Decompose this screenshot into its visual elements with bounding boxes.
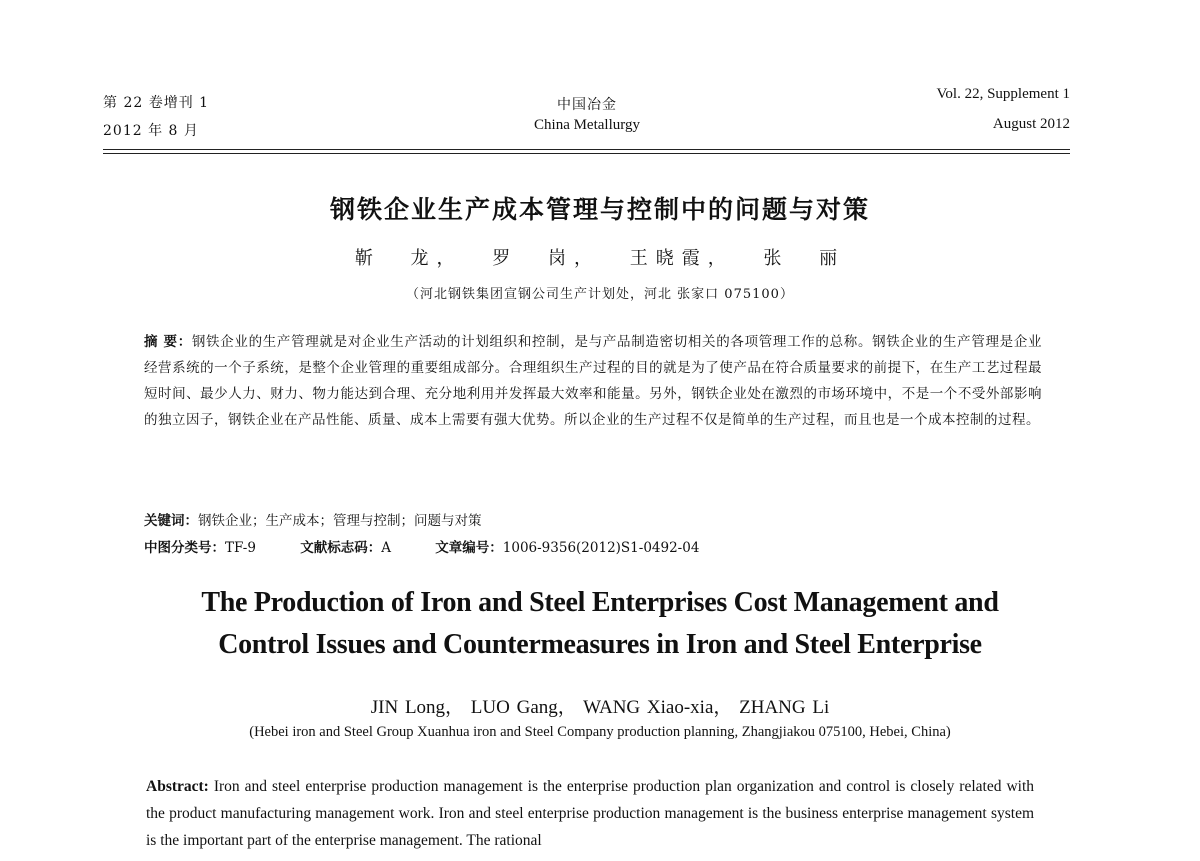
authors-en: JIN Long， LUO Gang， WANG Xiao-xia， ZHANG Li [370,697,830,718]
keywords-text-cn: 钢铁企业；生产成本；管理与控制；问题与对策 [198,513,482,529]
article-title-en-line1: The Production of Iron and Steel Enterprises Cost Management and [201,587,999,618]
classification-line [144,536,739,556]
publication-date-cn: 2012 年 8 月 [103,123,199,139]
volume-issue-cn: 第 22 卷增刊 1 [103,95,210,111]
abstract-label-cn: 摘 要： [144,334,192,350]
affiliation-cn: （河北钢铁集团宣钢公司生产计划处，河北 张家口 075100） [406,287,794,302]
doc-code-label: 文献标志码： [300,540,382,556]
article-no-value: 1006-9356(2012)S1-0492-04 [502,540,700,556]
volume-issue-en: Vol. 22, Supplement 1 [936,86,1070,102]
publication-date-en: August 2012 [992,116,1070,132]
affiliation-en: (Hebei iron and Steel Group Xuanhua iron and Steel Company production planning, Zhangjiakou 075100, Hebei, China) [249,724,951,740]
abstract-en [146,773,1034,854]
doc-code-value: A [381,540,391,556]
keywords-cn [144,509,482,529]
journal-name-en: China Metallurgy [534,117,640,133]
article-title-en [0,582,1200,666]
authors-cn: 靳 龙， 罗 岗， 王晓霞， 张 丽 [354,248,846,269]
abstract-cn [144,329,1042,433]
article-no-label: 文章编号： [435,540,503,556]
abstract-text-cn: 钢铁企业的生产管理就是对企业生产活动的计划组织和控制，是与产品制造密切相关的各项管理工作的总称。钢铁企业的生产管理是企业经营系统的一个子系统，是整个企业管理的重要组成部分。合理组织生产过程的目的就是为了使产品在符合质量要求的前提下，在生产工艺过程最短时间、最少人力、财力、物力能达到合理、充分地利用并发挥最大效率和能量。另外，钢铁企业处在激烈的市场环境中，不是一个不受外部影响的独立因子，钢铁企业在产品性能、质量、成本上需要有强大优势。所以企业的生产过程不仅是简单的生产过程，而且也是一个成本控制的过程。 [144,334,1043,428]
journal-name-cn: 中国冶金 [557,97,617,113]
clc-value: TF-9 [225,540,256,556]
clc-label: 中图分类号： [144,540,225,556]
abstract-label-en: Abstract: [146,778,209,795]
article-title-cn: 钢铁企业生产成本管理与控制中的问题与对策 [329,195,870,224]
abstract-text-en: Iron and steel enterprise production management is the enterprise production plan organization and control is closely related with the product manufacturing management work. Iron and steel enterprise production management is the business enterprise management system is the important part of the enterprise management. The rational [146,778,1034,849]
header-rule-top [103,149,1070,150]
article-title-en-line2: Control Issues and Countermeasures in Iron and Steel Enterprise [218,629,982,660]
header-rule-bottom [103,153,1070,154]
keywords-label-cn: 关键词： [144,513,198,529]
